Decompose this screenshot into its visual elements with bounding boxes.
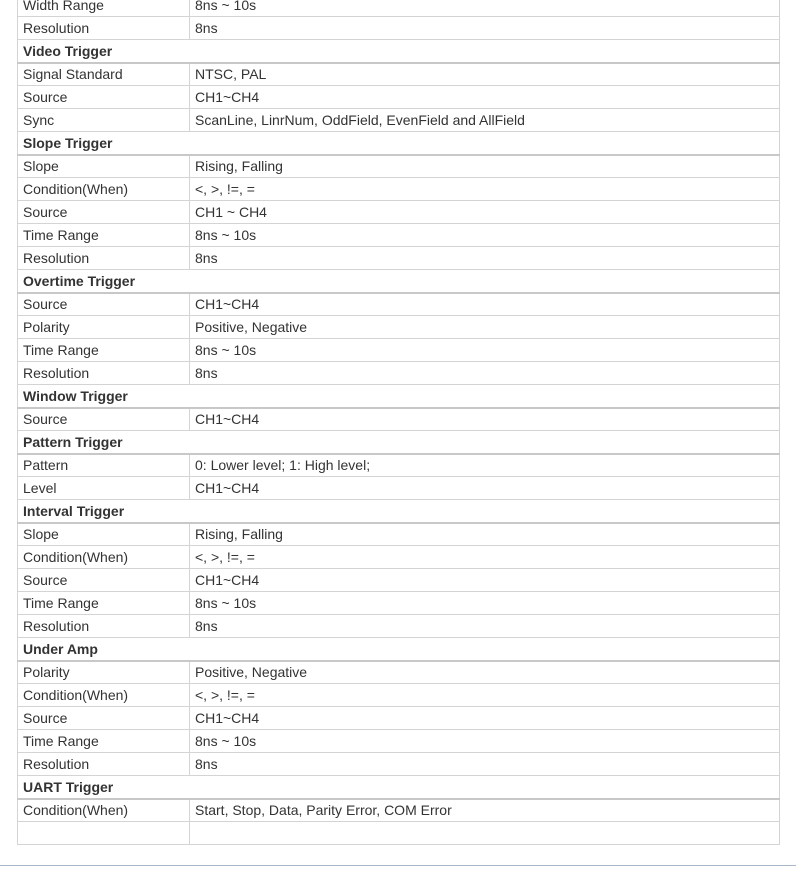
spec-value [190,822,780,845]
spec-label: Condition(When) [18,799,190,822]
spec-label: Resolution [18,362,190,385]
spec-value: 8ns ~ 10s [190,339,780,362]
spec-label: Signal Standard [18,63,190,86]
spec-row [18,86,780,109]
spec-label: Polarity [18,661,190,684]
spec-row [18,477,780,500]
spec-label: Source [18,293,190,316]
spec-value: Rising, Falling [190,155,780,178]
spec-label: Slope [18,523,190,546]
section-header-row [18,776,780,799]
spec-value: Positive, Negative [190,661,780,684]
spec-label: Time Range [18,224,190,247]
spec-row [18,661,780,684]
spec-label: Width Range [18,0,190,17]
spec-row [18,546,780,569]
spec-value: CH1~CH4 [190,293,780,316]
spec-value: CH1~CH4 [190,477,780,500]
spec-label: Condition(When) [18,178,190,201]
spec-label: Pattern [18,454,190,477]
spec-label: Polarity [18,316,190,339]
spec-value: CH1~CH4 [190,569,780,592]
spec-label: Time Range [18,592,190,615]
spec-row [18,362,780,385]
section-title: Pattern Trigger [18,431,780,454]
spec-row [18,247,780,270]
spec-label: Source [18,707,190,730]
spec-value: CH1 ~ CH4 [190,201,780,224]
spec-value: NTSC, PAL [190,63,780,86]
spec-value: ScanLine, LinrNum, OddField, EvenField and AllField [190,109,780,132]
spec-label: Resolution [18,753,190,776]
spec-value: 8ns [190,247,780,270]
spec-row [18,753,780,776]
spec-value: 8ns ~ 10s [190,224,780,247]
spec-value: 8ns ~ 10s [190,730,780,753]
spec-value: 8ns [190,615,780,638]
spec-row [18,523,780,546]
section-title: UART Trigger [18,776,780,799]
spec-row [18,0,780,17]
spec-label: Resolution [18,247,190,270]
spec-row [18,592,780,615]
spec-table-body [18,0,780,845]
spec-value: CH1~CH4 [190,707,780,730]
spec-row [18,408,780,431]
section-header-row [18,638,780,661]
spec-row [18,316,780,339]
spec-value: Rising, Falling [190,523,780,546]
spec-label: Resolution [18,17,190,40]
spec-row [18,224,780,247]
spec-label [18,822,190,845]
section-header-row [18,40,780,63]
spec-label: Source [18,201,190,224]
spec-label: Source [18,86,190,109]
spec-row [18,454,780,477]
section-title: Overtime Trigger [18,270,780,293]
spec-row [18,822,780,845]
spec-value: 0: Lower level; 1: High level; [190,454,780,477]
spec-row [18,684,780,707]
spec-value: <, >, !=, = [190,178,780,201]
section-title: Under Amp [18,638,780,661]
spec-row [18,178,780,201]
spec-row [18,155,780,178]
spec-row [18,17,780,40]
section-title: Slope Trigger [18,132,780,155]
spec-row [18,615,780,638]
spec-value: Positive, Negative [190,316,780,339]
spec-value: <, >, !=, = [190,684,780,707]
spec-row [18,707,780,730]
section-header-row [18,431,780,454]
spec-label: Level [18,477,190,500]
section-header-row [18,270,780,293]
spec-label: Time Range [18,339,190,362]
spec-row [18,293,780,316]
spec-value: 8ns ~ 10s [190,592,780,615]
spec-value: <, >, !=, = [190,546,780,569]
spec-value: 8ns [190,753,780,776]
spec-row [18,201,780,224]
spec-label: Slope [18,155,190,178]
spec-row [18,730,780,753]
section-title: Video Trigger [18,40,780,63]
section-header-row [18,385,780,408]
spec-value: Start, Stop, Data, Parity Error, COM Error [190,799,780,822]
spec-row [18,339,780,362]
spec-label: Condition(When) [18,684,190,707]
spec-value: CH1~CH4 [190,408,780,431]
spec-row [18,63,780,86]
spec-value: CH1~CH4 [190,86,780,109]
spec-label: Sync [18,109,190,132]
spec-label: Source [18,569,190,592]
spec-row [18,569,780,592]
section-title: Interval Trigger [18,500,780,523]
spec-label: Time Range [18,730,190,753]
section-title: Window Trigger [18,385,780,408]
section-header-row [18,500,780,523]
spec-label: Condition(When) [18,546,190,569]
spec-label: Source [18,408,190,431]
spec-table [17,0,780,845]
spec-label: Resolution [18,615,190,638]
spec-value: 8ns [190,362,780,385]
spec-value: 8ns ~ 10s [190,0,780,17]
spec-row [18,109,780,132]
spec-row [18,799,780,822]
section-header-row [18,132,780,155]
bottom-rule [0,865,796,866]
spec-value: 8ns [190,17,780,40]
